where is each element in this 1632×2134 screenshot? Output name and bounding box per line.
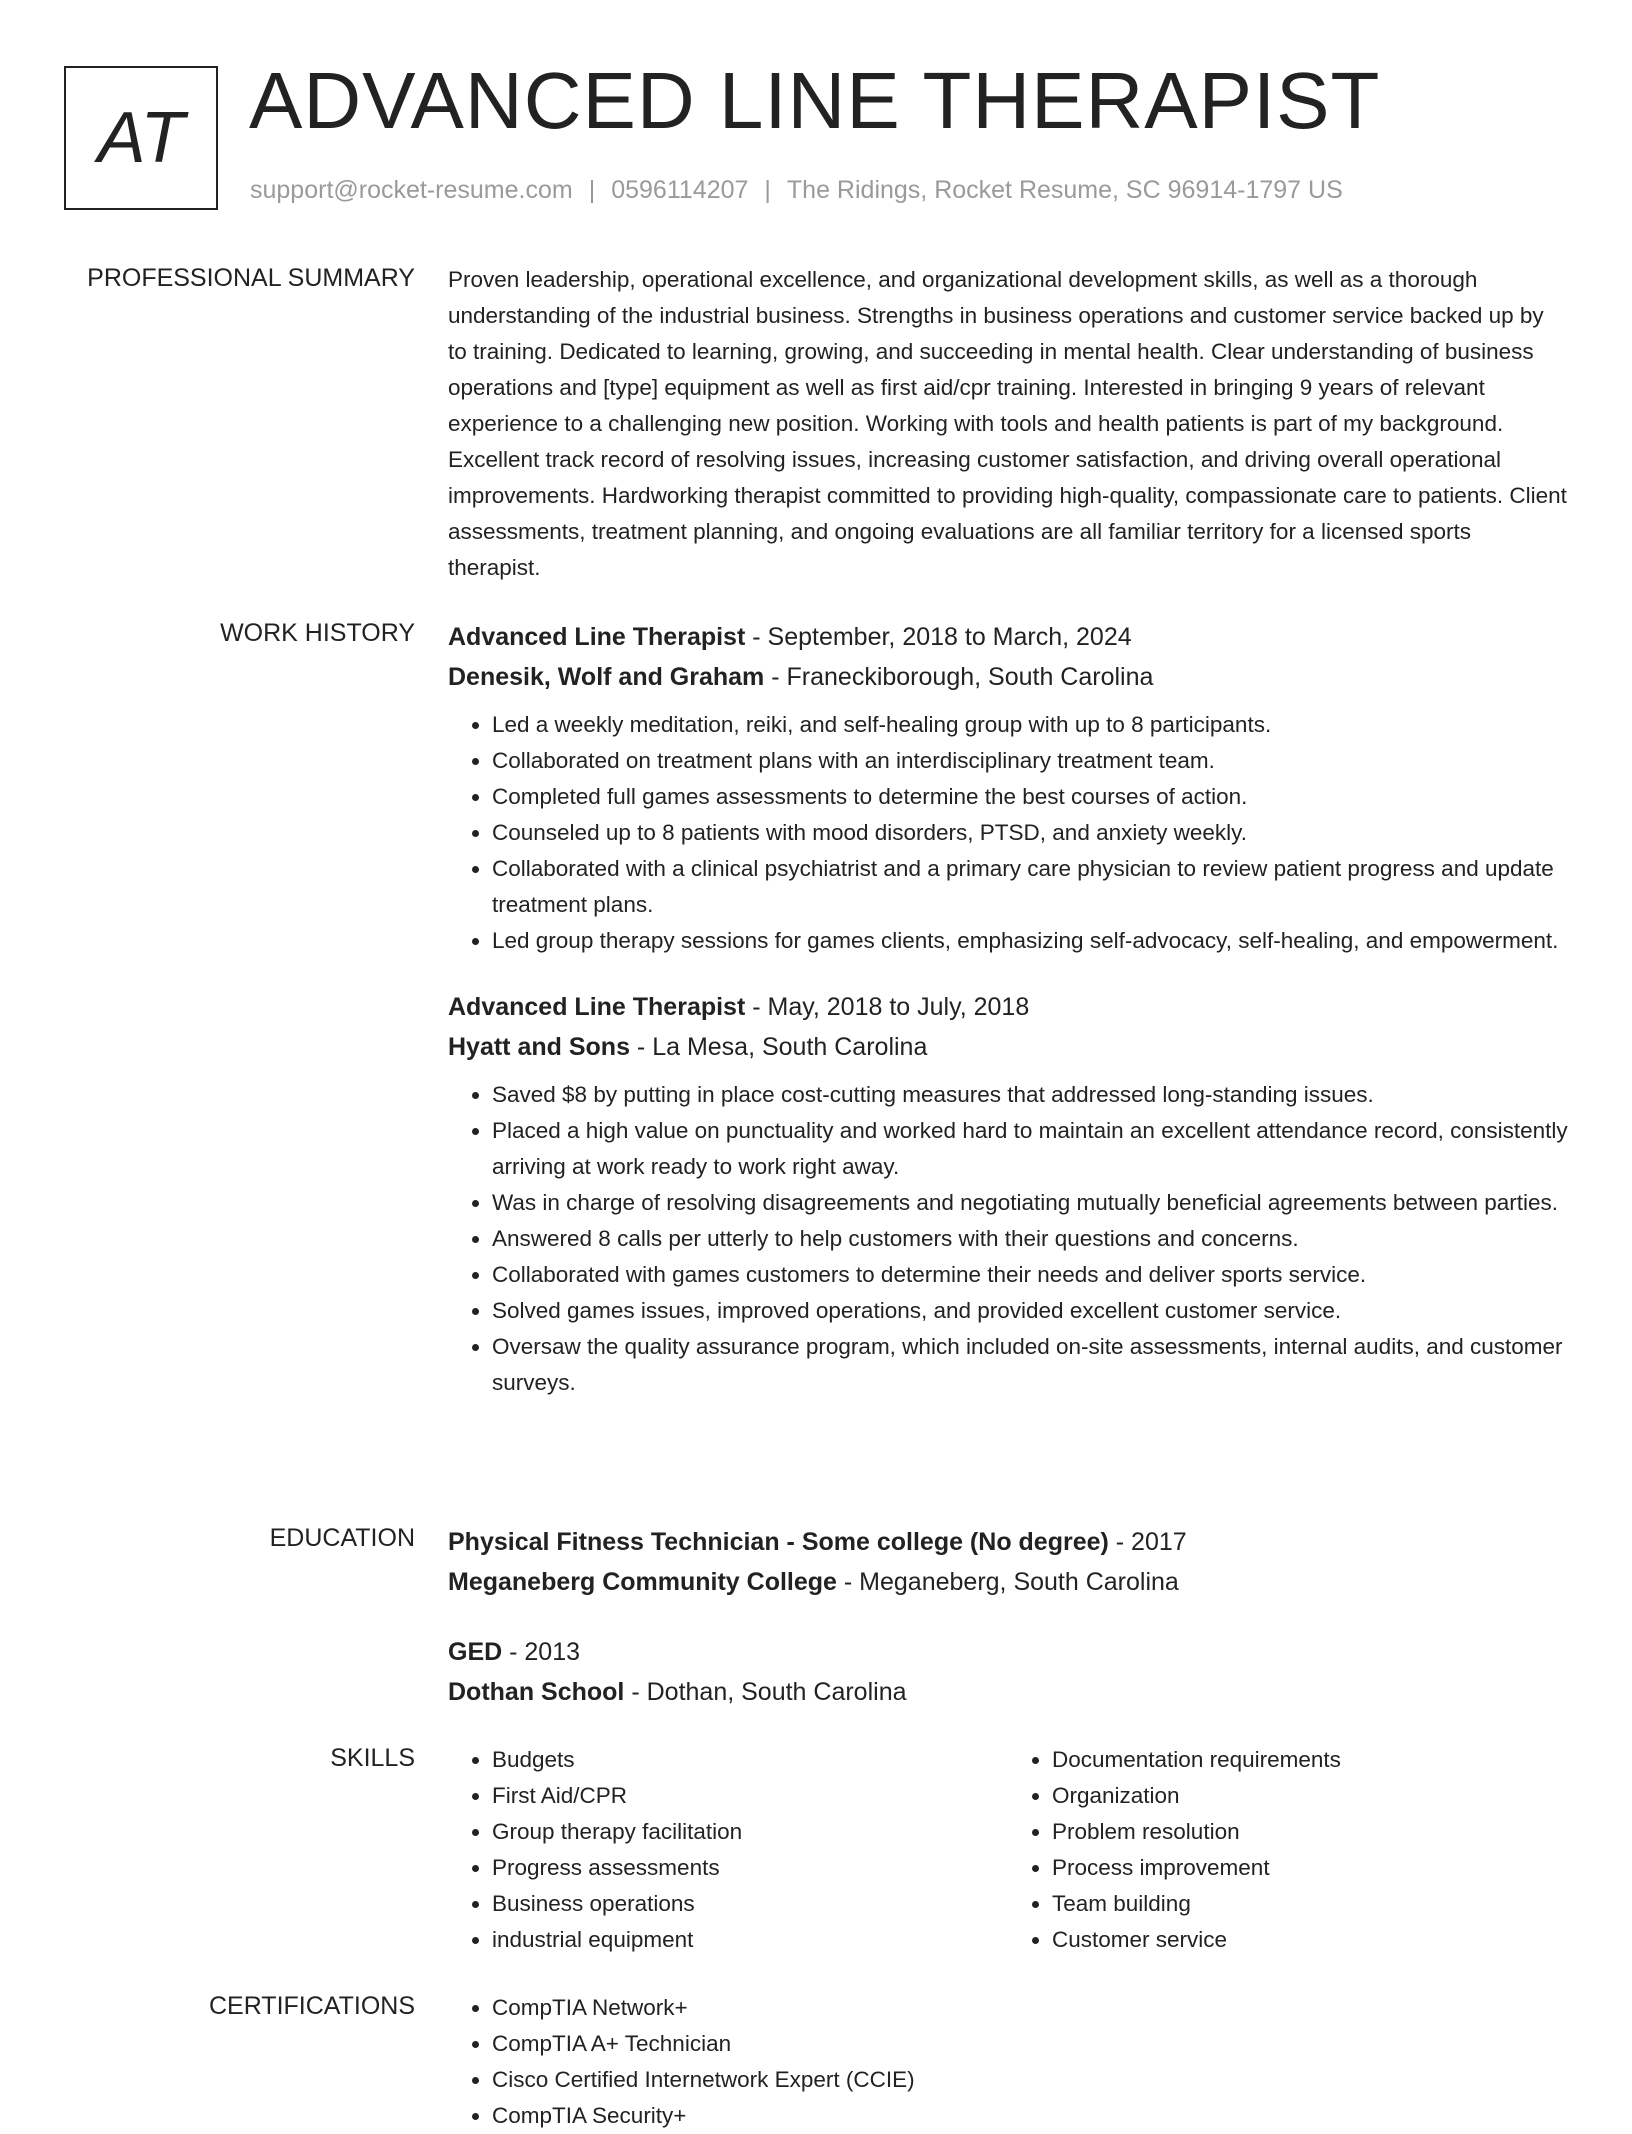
- job-bullet: • Collaborated with a clinical psychiatrist and a primary care physician to review patient progress and update treatment plans.: [492, 851, 1568, 923]
- skill-item: • Group therapy facilitation: [492, 1814, 1008, 1850]
- job-bullet: • Led a weekly meditation, reiki, and self-healing group with up to 8 participants.: [492, 707, 1568, 743]
- skill-item: • First Aid/CPR: [492, 1778, 1008, 1814]
- education-entry: [448, 1522, 1568, 1602]
- education-school-line: [448, 1562, 1568, 1602]
- job-entry: [448, 617, 1568, 959]
- skill-item: • Progress assessments: [492, 1850, 1008, 1886]
- job-bullet: • Collaborated on treatment plans with an interdisciplinary treatment team.: [492, 743, 1568, 779]
- job-title: Advanced Line Therapist: [448, 993, 746, 1021]
- monogram-initials: AT: [97, 98, 185, 178]
- contact-separator: |: [588, 176, 596, 204]
- job-location: - La Mesa, South Carolina: [629, 1033, 928, 1061]
- summary-body: [448, 262, 1568, 586]
- job-title-line: [448, 987, 1568, 1027]
- contact-line: [250, 176, 1343, 205]
- job-bullet: • Collaborated with games customers to determine their needs and deliver sports service.: [492, 1257, 1568, 1293]
- job-dates: - September, 2018 to March, 2024: [745, 623, 1132, 651]
- certification-item: • CompTIA Security+: [492, 2098, 1568, 2134]
- job-bullet: • Solved games issues, improved operations, and provided excellent customer service.: [492, 1293, 1568, 1329]
- education-school: Meganeberg Community College: [448, 1568, 837, 1596]
- education-entry: [448, 1632, 1568, 1712]
- job-entry: [448, 987, 1568, 1401]
- job-location: - Franeckiborough, South Carolina: [764, 663, 1154, 691]
- job-title-line: [448, 617, 1568, 657]
- skills-body: [448, 1742, 1568, 1958]
- certifications-list: [448, 1990, 1568, 2134]
- work-body: [448, 617, 1568, 1429]
- education-location: - Dothan, South Carolina: [624, 1678, 907, 1706]
- education-degree-line: [448, 1522, 1568, 1562]
- education-degree-line: [448, 1632, 1568, 1672]
- job-bullet: • Placed a high value on punctuality and worked hard to maintain an excellent attendance record, consistently arriving at work ready to work right away.: [492, 1113, 1568, 1185]
- contact-email[interactable]: support@rocket-resume.com: [250, 176, 573, 204]
- education-year: - 2013: [502, 1638, 581, 1666]
- skill-item: • Business operations: [492, 1886, 1008, 1922]
- job-bullet: • Oversaw the quality assurance program, which included on-site assessments, internal audits, and customer surveys.: [492, 1329, 1568, 1401]
- job-company: Hyatt and Sons: [448, 1033, 630, 1061]
- section-label-summary: PROFESSIONAL SUMMARY: [87, 264, 415, 292]
- skill-item: • Process improvement: [1052, 1850, 1568, 1886]
- education-school-line: [448, 1672, 1568, 1712]
- skill-item: • Customer service: [1052, 1922, 1568, 1958]
- job-bullets: [448, 1077, 1568, 1401]
- job-company-line: [448, 657, 1568, 697]
- job-bullet: • Counseled up to 8 patients with mood disorders, PTSD, and anxiety weekly.: [492, 815, 1568, 851]
- skill-item: • Budgets: [492, 1742, 1008, 1778]
- education-body: [448, 1522, 1568, 1742]
- education-degree: Physical Fitness Technician - Some college (No degree): [448, 1528, 1109, 1556]
- skill-item: • Problem resolution: [1052, 1814, 1568, 1850]
- certifications-body: [448, 1990, 1568, 2134]
- education-location: - Meganeberg, South Carolina: [836, 1568, 1179, 1596]
- job-bullet: • Completed full games assessments to determine the best courses of action.: [492, 779, 1568, 815]
- skill-item: • Team building: [1052, 1886, 1568, 1922]
- education-school: Dothan School: [448, 1678, 625, 1706]
- certification-item: • Cisco Certified Internetwork Expert (CCIE): [492, 2062, 1568, 2098]
- skills-list-left: [448, 1742, 1008, 1958]
- education-degree: GED: [448, 1638, 503, 1666]
- skill-item: • Organization: [1052, 1778, 1568, 1814]
- skill-item: • Documentation requirements: [1052, 1742, 1568, 1778]
- job-title: Advanced Line Therapist: [448, 623, 746, 651]
- job-dates: - May, 2018 to July, 2018: [745, 993, 1030, 1021]
- contact-separator: |: [764, 176, 771, 204]
- job-bullet: • Saved $8 by putting in place cost-cutting measures that addressed long-standing issues.: [492, 1077, 1568, 1113]
- job-bullet: • Led group therapy sessions for games clients, emphasizing self-advocacy, self-healing, and empowerment.: [492, 923, 1568, 959]
- section-label-work: WORK HISTORY: [220, 619, 415, 647]
- job-company: Denesik, Wolf and Graham: [448, 663, 765, 691]
- contact-phone[interactable]: 0596114207: [611, 176, 749, 204]
- certification-item: • CompTIA Network+: [492, 1990, 1568, 2026]
- job-bullet: • Was in charge of resolving disagreements and negotiating mutually beneficial agreements between parties.: [492, 1185, 1568, 1221]
- job-bullet: • Answered 8 calls per utterly to help customers with their questions and concerns.: [492, 1221, 1568, 1257]
- monogram-box: [64, 66, 218, 210]
- contact-address: The Ridings, Rocket Resume, SC 96914-1797 US: [786, 176, 1343, 204]
- section-label-education: EDUCATION: [269, 1524, 415, 1552]
- section-label-skills: SKILLS: [330, 1744, 415, 1772]
- skill-item: • industrial equipment: [492, 1922, 1008, 1958]
- section-label-certifications: CERTIFICATIONS: [208, 1992, 415, 2020]
- certification-item: • CompTIA A+ Technician: [492, 2026, 1568, 2062]
- skills-list-right: [1008, 1742, 1568, 1958]
- education-year: - 2017: [1108, 1528, 1187, 1556]
- job-bullets: [448, 707, 1568, 959]
- job-company-line: [448, 1027, 1568, 1067]
- page-title: ADVANCED LINE THERAPIST: [249, 56, 1381, 145]
- summary-text: Proven leadership, operational excellence, and organizational development skills, as well as a thorough understanding of the industrial business. Strengths in business operations and customer service backed up by to training. Dedicated to learning, growing, and succeeding in mental health. Clear understanding of business operations and [type] equipment as well as first aid/cpr training. Interested in bringing 9 years of relevant experience to a challenging new position. Working with tools and health patients is part of my background. Excellent track record of resolving issues, increasing customer satisfaction, and driving overall operational improvements. Hardworking therapist committed to providing high-quality, compassionate care to patients. Client assessments, treatment planning, and ongoing evaluations are all familiar territory for a licensed sports therapist.: [448, 267, 1567, 580]
